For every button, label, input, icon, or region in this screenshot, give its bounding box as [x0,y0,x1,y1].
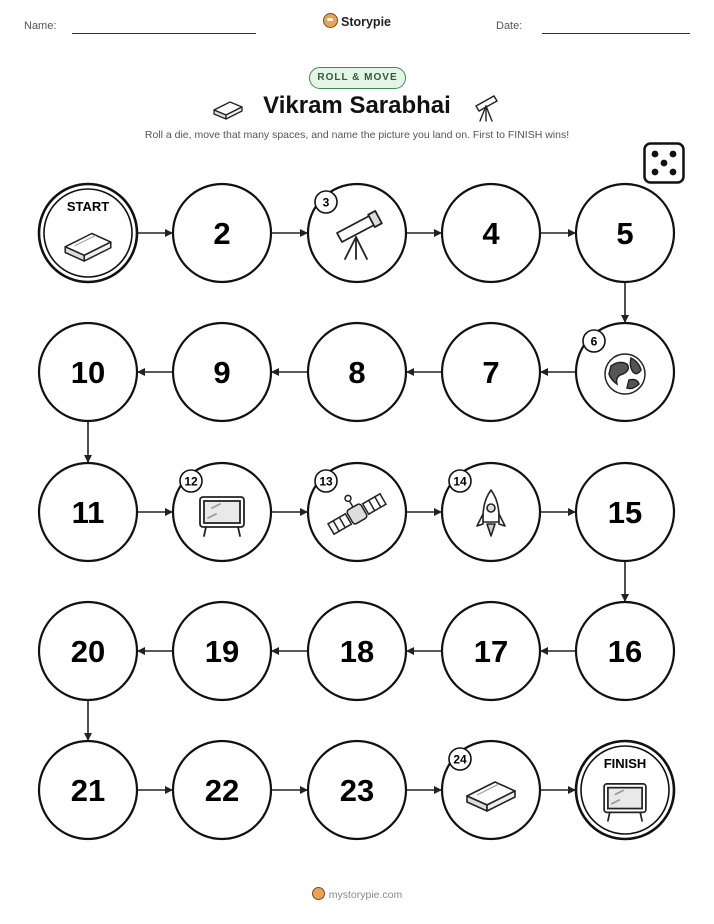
space-number: 11 [71,495,105,530]
badge-number: 6 [590,334,598,349]
board-space-4[interactable] [442,184,540,282]
board-space-7[interactable] [442,323,540,421]
board-space-24[interactable] [442,741,540,839]
game-type-badge: ROLL & MOVE [309,67,406,89]
space-number-badge [583,330,605,352]
brand-name: Storypie [340,15,391,29]
badge-number: 24 [453,752,467,767]
badge-number: 12 [184,474,198,489]
space-number-badge [449,748,471,770]
board-space-9[interactable] [173,323,271,421]
space-number: 8 [348,355,366,390]
space-number: 18 [339,634,375,669]
space-number: 10 [70,355,106,390]
space-number: 16 [607,634,643,669]
board-space-3[interactable] [308,184,406,282]
board-space-17[interactable] [442,602,540,700]
instructions: Roll a die, move that many spaces, and name the picture you land on. First to FINISH wins! [144,129,570,141]
board-space-19[interactable] [173,602,271,700]
space-number: 9 [213,355,231,390]
space-number-badge [315,191,337,213]
board-space-23[interactable] [308,741,406,839]
board-space-12[interactable] [173,463,271,561]
board-space-8[interactable] [308,323,406,421]
finish-label: FINISH [603,756,647,771]
board-space-22[interactable] [173,741,271,839]
space-number: 5 [616,216,634,251]
space-number: 7 [482,355,500,390]
board-space-5[interactable] [576,184,674,282]
space-number-badge [315,470,337,492]
board-space-25[interactable] [576,741,674,839]
space-number: 22 [204,773,240,808]
space-number: 2 [213,216,231,251]
board-space-16[interactable] [576,602,674,700]
badge-number: 14 [453,474,467,489]
globe-icon [605,354,645,394]
space-number-badge [449,470,471,492]
space-number: 4 [482,216,500,251]
board-space-1[interactable] [39,184,137,282]
space-number: 23 [339,773,375,808]
space-number: 19 [204,634,240,669]
board-space-10[interactable] [39,323,137,421]
space-number: 17 [473,634,509,669]
board-space-15[interactable] [576,463,674,561]
footer-logo-icon [312,887,325,900]
board-space-6[interactable] [576,323,674,421]
board-space-21[interactable] [39,741,137,839]
board-space-14[interactable] [442,463,540,561]
page-title: Vikram Sarabhai [263,92,451,119]
badge-number: 13 [319,474,333,489]
board-space-20[interactable] [39,602,137,700]
footer: mystorypie.com [0,887,714,901]
start-label: START [66,199,110,214]
board-space-2[interactable] [173,184,271,282]
board-space-18[interactable] [308,602,406,700]
date-label: Date: [496,20,523,32]
name-label: Name: [24,20,57,32]
board-space-13[interactable] [308,463,406,561]
badge-number: 3 [322,195,330,210]
board-space-11[interactable] [39,463,137,561]
space-number-badge [180,470,202,492]
space-number: 20 [70,634,106,669]
space-number: 15 [607,495,643,530]
space-number: 21 [70,773,106,808]
